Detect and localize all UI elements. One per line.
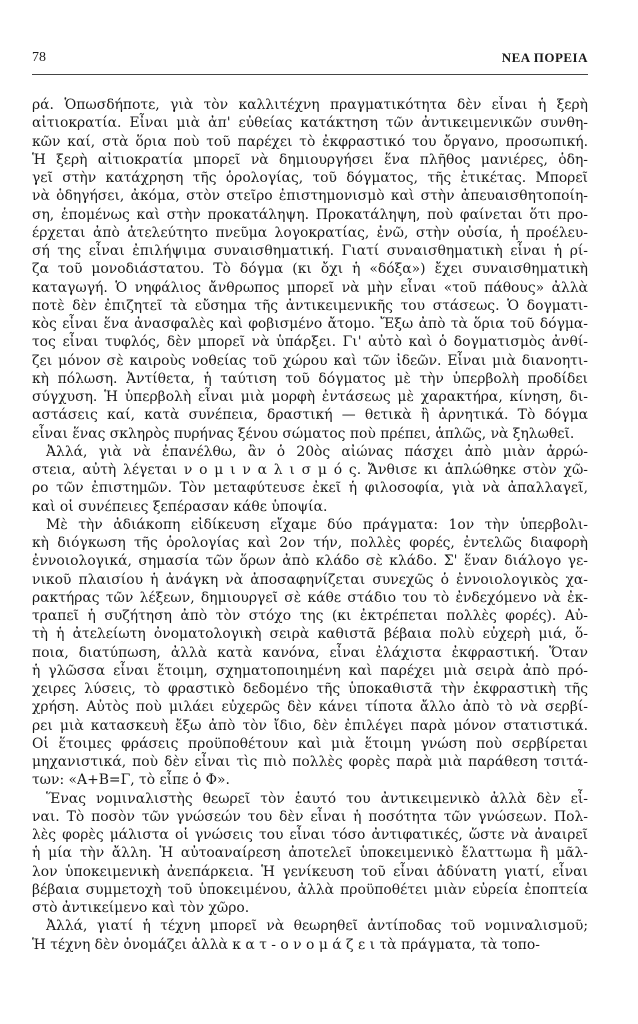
text-line: σύγχυση. Ἡ ὑπερβολὴ εἶναι μιὰ μορφὴ ἐντάσεως μὲ χαρακτήρα, κίνηση, δι- [32,389,588,405]
text-line: τραπεῖ ἡ συζήτηση ἀπὸ τὸν στόχο της (κι ἐκτρέπεται πολλὲς φορές). Αὐ- [32,608,588,624]
text-line: ἐννοιολογικά, σημασία τῶν ὅρων ἀπὸ κλάδο σὲ κλάδο. Σ' ἕναν διάλογο γε- [32,553,588,570]
text-line: λον ὑποκειμενικὴ ἀνεπάρκεια. Ἡ γενίκευση τοῦ εἶναι ἀδύνατη γιατί, εἶναι [32,863,588,880]
text-line: γεῖ στὴν κατάχρηση τῆς ὁρολογίας, τοῦ δόγματος, τῆς ἐτικέτας. Μπορεῖ [32,170,588,186]
text-line: ποια, διατύπωση, ἀλλὰ κατὰ κανόνα, εἶναι ἐλάχιστα ἐκφραστική. Ὅταν [32,644,588,661]
text-line: βέβαια συμμετοχὴ τοῦ ὑποκειμένου, ἀλλὰ προϋποθέτει μιὰν εὐρεία ἐποπτεία [32,881,588,898]
text-line: ρει μιὰ κατασκευὴ ἔξω ἀπὸ τὸν ἴδιο, δὲν ἐπιλέγει παρὰ μόνον στατιστικά. [32,717,588,734]
text-line: τος εἶναι τυφλός, δὲν μπορεῖ νὰ ὑπάρξει. Γι' αὐτὸ καὶ ὁ δογματισμὸς ἀνθί- [32,334,588,351]
text-line: νικοῦ πλαισίου ἡ ἀνάγκη νὰ ἀποσαφηνίζεται συνεχῶς ὁ ἐννοιολογικὸς χα- [32,571,588,588]
text-line: καταγωγή. Ὁ νηφάλιος ἄνθρωπος μπορεῖ νὰ μὴν εἶναι «τοῦ πάθους» ἀλλὰ [32,279,588,296]
text-line: εἶναι ἕνας σκληρὸς πυρήνας ξένου σώματος ποὺ πρέπει, ἁπλῶς, νὰ ξηλωθεῖ. [32,425,575,442]
text-line: κῶν καί, στὰ ὅρια ποὺ τοῦ παρέχει τὸ ἐκφραστικό του ὄργανο, προσωπική. [32,133,588,150]
page-number: 78 [32,50,46,65]
text-line: ρά. Ὁπωσδήποτε, γιὰ τὸν καλλιτέχνη πραγματικότητα δὲν εἶναι ἡ ξερὴ [32,97,588,113]
text-line: μηχανιστικά, ποὺ δὲν εἶναι τὶς πιὸ πολλὲς φορὲς παρὰ μιὰ παράθεση τσιτά- [32,754,588,770]
text-line: ἡ μία τὴν ἄλλη. Ἡ αὐτοαναίρεση ἀποτελεῖ ὑποκειμενικὸ ἔλαττωμα ἢ μᾶλ- [32,845,588,862]
text-line: στὸ ἀντικείμενο καὶ τὸν χῶρο. [32,900,250,916]
paragraph [32,516,588,790]
text-line: ναι. Τὸ ποσὸν τῶν γνώσεών του δὲν εἶναι ἡ ποσότητα τῶν γνώσεων. Πολ- [32,808,588,825]
text-line: ζα τοῦ μονοδιάστατου. Τὸ δόγμα (κι ὄχι ἡ «δόξα») ἔχει συναισθηματικὴ [32,261,588,278]
text-line: Ἕνας νομιναλιστὴς θεωρεῖ τὸν ἑαυτό του ἀντικειμενικὸ ἀλλὰ δὲν εἶ- [46,790,588,807]
text-line: ἡ γλῶσσα εἶναι ἕτοιμη, σχηματοποιημένη καὶ παρέχει μιὰ σειρὰ ἀπὸ πρό- [32,662,588,679]
body-text [32,96,588,996]
text-line: καὶ οἱ συνέπειες ξεπέρασαν κάθε ὑποψία. [32,498,328,515]
text-line: Μὲ τὴν ἀδιάκοπη εἰδίκευση εἴχαμε δύο πράγματα: 1ον τὴν ὑπερβολι- [46,516,588,533]
paragraph [32,443,588,516]
text-line: Ἀλλά, γιατί ἡ τέχνη μπορεῖ νὰ θεωρηθεῖ ἀντίποδας τοῦ νομιναλισμοῦ; [46,918,588,935]
text-line: Οἱ ἕτοιμες φράσεις προϋποθέτουν καὶ μιὰ ἕτοιμη γνώση ποὺ σερβίρεται [32,735,588,752]
text-line: νὰ ὁδηγήσει, ἀκόμα, στὸν στεῖρο ἐπιστημονισμὸ καὶ στὴν ἀπευαισθητοποίη- [32,188,588,205]
paragraph [32,96,588,443]
text-line: των: «Α+Β=Γ, τὸ εἶπε ὁ Φ». [32,772,230,789]
text-line: κὴ διόγκωση τῆς ὁρολογίας καὶ 2ον τήν, πολλὲς φορές, ἐντελῶς διαφορὴ [32,535,588,551]
text-line: Ἡ ξερὴ αἰτιοκρατία μπορεῖ νὰ δημιουργήσει ἕνα πλῆθος μανιέρες, ὁδη- [32,151,588,168]
text-line: ποτὲ δὲν ἐπιζητεῖ τὰ εὔσημα τῆς ἀντικειμενικῆς του στάσεως. Ὁ δογματι- [32,297,588,314]
text-line: κὸς εἶναι ἕνα ἀνασφαλὲς καὶ φοβισμένο ἄτομο. Ἔξω ἀπὸ τὰ ὅρια τοῦ δόγμα- [32,316,588,332]
page-header [32,50,588,75]
text-line: στεια, αὐτὴ λέγεται ν ο μ ι ν α λ ι σ μ ό ς. Ἄνθισε κι ἁπλώθηκε στὸν χῶ- [32,462,588,478]
paragraph [32,917,588,954]
text-line: κὴ πόλωση. Ἀντίθετα, ἡ ταύτιση τοῦ δόγματος μὲ τὴν ὑπερβολὴ προδίδει [32,370,588,387]
text-line: έρχεται ἀπὸ ἀτελεύτητο πνεῦμα λογοκρατίας, ἐνῶ, στὴν οὐσία, ἡ προέλευ- [32,224,588,241]
text-line: λὲς φορὲς μάλιστα οἱ γνώσεις του εἶναι τόσο ἀντιφατικές, ὥστε νὰ ἀναιρεῖ [32,827,588,843]
text-line: χειρες λύσεις, τὸ φραστικὸ δεδομένο τῆς ὑποκαθιστᾶ τὴν ἐκφραστικὴ τῆς [32,681,588,697]
running-head: ΝΕΑ ΠΟΡΕΙΑ [501,50,588,65]
text-line: Ἡ τέχνη δὲν ὀνομάζει ἀλλὰ κ α τ - ο ν ο μ ά ζ ε ι τὰ πράγματα, τὰ τοπο- [32,936,540,953]
text-line: σή της εἶναι ἐπιλήψιμα συναισθηματική. Γιατί συναισθηματικὴ εἶναι ἡ ρί- [32,243,588,259]
text-line: ρο τῶν ἐπιστημῶν. Τὸν μεταφύτευσε ἐκεῖ ἡ φιλοσοφία, γιὰ νὰ ἀπαλλαγεῖ, [32,480,588,497]
paragraph [32,790,588,918]
text-line: χρήση. Αὐτὸς ποὺ μιλάει εὐχερῶς δὲν κάνει τίποτα ἄλλο ἀπὸ τὸ νὰ σερβί- [32,699,588,716]
text-line: αστάσεις καί, κατὰ συνέπεια, δραστική — θετικὰ ἢ ἀρνητικά. Τὸ δόγμα [32,407,588,424]
text-line: αἰτιοκρατία. Εἶναι μιὰ ἀπ' εὐθείας κατάκτηση τῶν ἀντικειμενικῶν συνθη- [32,115,588,132]
text-line: ση, ἑπομένως καὶ στὴν προκατάληψη. Προκατάληψη, ποὺ φαίνεται ὅτι προ- [32,206,588,223]
text-line: ρακτήρας τῶν λέξεων, δημιουργεῖ σὲ κάθε στάδιο του τὸ ἐνδεχόμενο νὰ ἐκ- [32,589,588,606]
text-line: Ἀλλά, γιὰ νὰ ἐπανέλθω, ἂν ὁ 20ὸς αἰώνας πάσχει ἀπὸ μιὰν ἀρρώ- [46,443,588,460]
text-line: τὴ ἡ ἀτελείωτη ὀνοματολογικὴ σειρὰ καθιστᾶ βέβαια πολὺ εὐχερὴ μιά, ὅ- [32,626,588,643]
text-line: ζει μόνον σὲ καιροὺς νοθείας τοῦ χώρου καὶ τῶν ἰδεῶν. Εἶναι μιὰ διανοητι- [32,352,588,369]
